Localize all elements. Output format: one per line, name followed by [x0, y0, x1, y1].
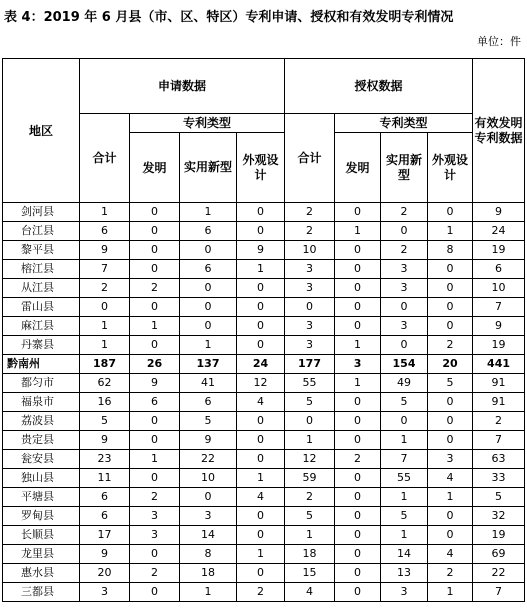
- cell-app-total: 3: [80, 583, 130, 602]
- cell-app-utility: 9: [180, 431, 237, 450]
- region-name: 榕江县: [3, 260, 80, 279]
- cell-app-total: 1: [80, 203, 130, 222]
- cell-grant-design: 0: [428, 260, 473, 279]
- cell-grant-total: 12: [285, 450, 335, 469]
- cell-valid-invention: 69: [473, 545, 525, 564]
- table-row: [3, 507, 525, 526]
- patent-table: [2, 58, 525, 602]
- table-row: [3, 526, 525, 545]
- cell-valid-invention: 9: [473, 317, 525, 336]
- region-name: 雷山县: [3, 298, 80, 317]
- cell-app-total: 187: [80, 355, 130, 374]
- cell-app-design: 24: [237, 355, 285, 374]
- cell-valid-invention: 24: [473, 222, 525, 241]
- cell-app-utility: 137: [180, 355, 237, 374]
- cell-grant-design: 4: [428, 545, 473, 564]
- cell-grant-total: 1: [285, 431, 335, 450]
- region-name: 荔波县: [3, 412, 80, 431]
- region-name: 台江县: [3, 222, 80, 241]
- cell-app-design: 4: [237, 488, 285, 507]
- cell-valid-invention: 19: [473, 241, 525, 260]
- table-row: [3, 260, 525, 279]
- cell-app-design: 0: [237, 222, 285, 241]
- cell-grant-invention: 0: [335, 488, 381, 507]
- cell-app-utility: 6: [180, 393, 237, 412]
- region-name: 福泉市: [3, 393, 80, 412]
- cell-app-utility: 8: [180, 545, 237, 564]
- unit-label: 单位：件: [477, 35, 521, 48]
- cell-grant-design: 20: [428, 355, 473, 374]
- cell-app-design: 0: [237, 317, 285, 336]
- cell-valid-invention: 10: [473, 279, 525, 298]
- cell-grant-design: 0: [428, 526, 473, 545]
- cell-app-utility: 1: [180, 203, 237, 222]
- cell-grant-utility: 13: [381, 564, 428, 583]
- table-row: [3, 469, 525, 488]
- table-row: [3, 241, 525, 260]
- region-name: 瓮安县: [3, 450, 80, 469]
- region-name: 独山县: [3, 469, 80, 488]
- cell-grant-total: 55: [285, 374, 335, 393]
- cell-app-invention: 6: [130, 393, 180, 412]
- cell-grant-utility: 1: [381, 431, 428, 450]
- cell-grant-invention: 0: [335, 203, 381, 222]
- cell-app-invention: 0: [130, 298, 180, 317]
- header-application: 申请数据: [80, 59, 285, 114]
- cell-app-invention: 0: [130, 412, 180, 431]
- cell-app-design: 0: [237, 336, 285, 355]
- cell-grant-design: 0: [428, 412, 473, 431]
- cell-app-design: 12: [237, 374, 285, 393]
- region-name: 黎平县: [3, 241, 80, 260]
- cell-grant-invention: 0: [335, 564, 381, 583]
- cell-valid-invention: 7: [473, 298, 525, 317]
- cell-app-total: 62: [80, 374, 130, 393]
- region-name: 龙里县: [3, 545, 80, 564]
- header-valid-invention: 有效发明专利数据: [473, 59, 525, 203]
- cell-grant-design: 8: [428, 241, 473, 260]
- cell-grant-total: 18: [285, 545, 335, 564]
- cell-grant-design: 1: [428, 583, 473, 602]
- cell-app-total: 16: [80, 393, 130, 412]
- cell-grant-total: 0: [285, 412, 335, 431]
- cell-app-invention: 0: [130, 469, 180, 488]
- header-grant-patent-type: 专利类型: [335, 114, 473, 133]
- cell-app-utility: 6: [180, 222, 237, 241]
- table-row: [3, 279, 525, 298]
- cell-grant-utility: 5: [381, 507, 428, 526]
- cell-grant-total: 2: [285, 222, 335, 241]
- cell-valid-invention: 22: [473, 564, 525, 583]
- table-row: [3, 431, 525, 450]
- header-grant: 授权数据: [285, 59, 473, 114]
- cell-grant-total: 3: [285, 317, 335, 336]
- cell-app-design: 1: [237, 469, 285, 488]
- cell-valid-invention: 91: [473, 374, 525, 393]
- cell-valid-invention: 19: [473, 336, 525, 355]
- cell-app-invention: 1: [130, 317, 180, 336]
- cell-grant-total: 2: [285, 203, 335, 222]
- cell-grant-total: 2: [285, 488, 335, 507]
- cell-valid-invention: 2: [473, 412, 525, 431]
- cell-grant-utility: 3: [381, 317, 428, 336]
- cell-grant-utility: 3: [381, 583, 428, 602]
- cell-valid-invention: 19: [473, 526, 525, 545]
- region-name: 麻江县: [3, 317, 80, 336]
- cell-grant-invention: 1: [335, 374, 381, 393]
- header-app-patent-type: 专利类型: [130, 114, 285, 133]
- cell-grant-total: 3: [285, 336, 335, 355]
- cell-valid-invention: 63: [473, 450, 525, 469]
- region-name: 贵定县: [3, 431, 80, 450]
- table-row: [3, 374, 525, 393]
- table-row: [3, 336, 525, 355]
- cell-app-design: 0: [237, 412, 285, 431]
- region-name: 三都县: [3, 583, 80, 602]
- cell-app-utility: 22: [180, 450, 237, 469]
- cell-app-utility: 1: [180, 583, 237, 602]
- cell-grant-total: 5: [285, 507, 335, 526]
- cell-app-design: 0: [237, 298, 285, 317]
- cell-grant-design: 5: [428, 374, 473, 393]
- table-row: [3, 317, 525, 336]
- cell-grant-design: 0: [428, 431, 473, 450]
- cell-app-design: 0: [237, 507, 285, 526]
- table-title: 表 4：2019 年 6 月县（市、区、特区）专利申请、授权和有效发明专利情况: [4, 10, 454, 25]
- cell-grant-total: 5: [285, 393, 335, 412]
- cell-grant-utility: 0: [381, 412, 428, 431]
- cell-app-invention: 2: [130, 564, 180, 583]
- cell-grant-design: 4: [428, 469, 473, 488]
- cell-app-utility: 18: [180, 564, 237, 583]
- header-app-design: 外观设计: [237, 133, 285, 203]
- cell-app-total: 9: [80, 241, 130, 260]
- cell-grant-invention: 0: [335, 526, 381, 545]
- cell-app-utility: 0: [180, 488, 237, 507]
- cell-grant-total: 4: [285, 583, 335, 602]
- cell-grant-invention: 0: [335, 412, 381, 431]
- cell-grant-invention: 0: [335, 431, 381, 450]
- cell-app-utility: 0: [180, 279, 237, 298]
- cell-valid-invention: 9: [473, 203, 525, 222]
- cell-grant-invention: 0: [335, 298, 381, 317]
- cell-grant-utility: 1: [381, 488, 428, 507]
- cell-grant-invention: 0: [335, 317, 381, 336]
- cell-app-invention: 2: [130, 279, 180, 298]
- header-app-invention: 发明: [130, 133, 180, 203]
- cell-grant-design: 0: [428, 279, 473, 298]
- cell-grant-invention: 0: [335, 469, 381, 488]
- cell-app-invention: 0: [130, 241, 180, 260]
- cell-app-design: 2: [237, 583, 285, 602]
- cell-grant-invention: 2: [335, 450, 381, 469]
- cell-grant-invention: 1: [335, 222, 381, 241]
- cell-grant-design: 0: [428, 507, 473, 526]
- header-grant-utility: 实用新型: [381, 133, 428, 203]
- cell-grant-utility: 3: [381, 279, 428, 298]
- cell-grant-total: 3: [285, 279, 335, 298]
- cell-grant-invention: 0: [335, 507, 381, 526]
- table-row: [3, 450, 525, 469]
- cell-grant-total: 3: [285, 260, 335, 279]
- cell-app-design: 0: [237, 450, 285, 469]
- cell-app-utility: 14: [180, 526, 237, 545]
- cell-grant-invention: 0: [335, 393, 381, 412]
- cell-app-total: 6: [80, 222, 130, 241]
- cell-grant-utility: 1: [381, 526, 428, 545]
- region-name: 从江县: [3, 279, 80, 298]
- cell-valid-invention: 32: [473, 507, 525, 526]
- cell-grant-invention: 0: [335, 241, 381, 260]
- cell-app-total: 23: [80, 450, 130, 469]
- cell-grant-invention: 0: [335, 583, 381, 602]
- header-app-utility: 实用新型: [180, 133, 237, 203]
- cell-app-total: 5: [80, 412, 130, 431]
- cell-app-invention: 26: [130, 355, 180, 374]
- cell-app-design: 4: [237, 393, 285, 412]
- cell-app-total: 0: [80, 298, 130, 317]
- cell-app-invention: 0: [130, 583, 180, 602]
- cell-app-utility: 41: [180, 374, 237, 393]
- cell-app-invention: 2: [130, 488, 180, 507]
- table-row: [3, 298, 525, 317]
- cell-app-utility: 0: [180, 298, 237, 317]
- cell-app-design: 9: [237, 241, 285, 260]
- header-grant-total: 合计: [285, 114, 335, 203]
- cell-app-design: 1: [237, 260, 285, 279]
- cell-grant-total: 15: [285, 564, 335, 583]
- cell-grant-invention: 0: [335, 260, 381, 279]
- cell-app-utility: 1: [180, 336, 237, 355]
- region-name: 剑河县: [3, 203, 80, 222]
- cell-grant-design: 1: [428, 222, 473, 241]
- cell-valid-invention: 5: [473, 488, 525, 507]
- region-name: 平塘县: [3, 488, 80, 507]
- cell-grant-utility: 0: [381, 222, 428, 241]
- table-row: [3, 412, 525, 431]
- table-row: [3, 222, 525, 241]
- cell-grant-design: 2: [428, 564, 473, 583]
- cell-grant-design: 0: [428, 317, 473, 336]
- cell-grant-design: 2: [428, 336, 473, 355]
- cell-app-design: 0: [237, 431, 285, 450]
- header-grant-design: 外观设计: [428, 133, 473, 203]
- cell-grant-invention: 0: [335, 279, 381, 298]
- cell-valid-invention: 7: [473, 583, 525, 602]
- cell-grant-total: 59: [285, 469, 335, 488]
- cell-grant-utility: 2: [381, 241, 428, 260]
- cell-grant-utility: 0: [381, 298, 428, 317]
- cell-app-utility: 3: [180, 507, 237, 526]
- cell-app-invention: 0: [130, 222, 180, 241]
- cell-app-total: 17: [80, 526, 130, 545]
- cell-grant-utility: 55: [381, 469, 428, 488]
- header-grant-invention: 发明: [335, 133, 381, 203]
- cell-app-invention: 0: [130, 203, 180, 222]
- cell-grant-utility: 5: [381, 393, 428, 412]
- cell-app-total: 2: [80, 279, 130, 298]
- cell-grant-design: 3: [428, 450, 473, 469]
- cell-app-utility: 6: [180, 260, 237, 279]
- cell-app-total: 11: [80, 469, 130, 488]
- cell-grant-utility: 3: [381, 260, 428, 279]
- table-row: [3, 393, 525, 412]
- cell-app-design: 0: [237, 526, 285, 545]
- cell-app-total: 6: [80, 488, 130, 507]
- cell-app-utility: 0: [180, 241, 237, 260]
- region-name: 惠水县: [3, 564, 80, 583]
- cell-app-utility: 5: [180, 412, 237, 431]
- cell-grant-utility: 2: [381, 203, 428, 222]
- cell-app-total: 1: [80, 336, 130, 355]
- region-name: 黔南州: [3, 355, 80, 374]
- cell-app-design: 0: [237, 564, 285, 583]
- table-row: [3, 203, 525, 222]
- cell-app-invention: 1: [130, 450, 180, 469]
- cell-app-design: 0: [237, 279, 285, 298]
- cell-valid-invention: 441: [473, 355, 525, 374]
- region-name: 罗甸县: [3, 507, 80, 526]
- cell-grant-design: 1: [428, 488, 473, 507]
- cell-grant-utility: 49: [381, 374, 428, 393]
- cell-valid-invention: 7: [473, 431, 525, 450]
- cell-app-utility: 10: [180, 469, 237, 488]
- table-row: [3, 355, 525, 374]
- cell-grant-design: 0: [428, 298, 473, 317]
- cell-app-invention: 0: [130, 431, 180, 450]
- cell-app-design: 0: [237, 203, 285, 222]
- cell-grant-total: 10: [285, 241, 335, 260]
- table-row: [3, 564, 525, 583]
- cell-app-invention: 9: [130, 374, 180, 393]
- cell-grant-invention: 0: [335, 545, 381, 564]
- region-name: 长顺县: [3, 526, 80, 545]
- cell-app-invention: 3: [130, 507, 180, 526]
- cell-valid-invention: 33: [473, 469, 525, 488]
- cell-app-total: 9: [80, 431, 130, 450]
- cell-app-invention: 0: [130, 336, 180, 355]
- cell-app-invention: 0: [130, 260, 180, 279]
- cell-app-invention: 0: [130, 545, 180, 564]
- cell-app-total: 9: [80, 545, 130, 564]
- cell-grant-utility: 7: [381, 450, 428, 469]
- cell-app-design: 1: [237, 545, 285, 564]
- header-region: 地区: [3, 59, 80, 203]
- cell-grant-total: 177: [285, 355, 335, 374]
- cell-app-total: 1: [80, 317, 130, 336]
- cell-grant-invention: 1: [335, 336, 381, 355]
- cell-grant-total: 0: [285, 298, 335, 317]
- cell-grant-invention: 3: [335, 355, 381, 374]
- cell-grant-utility: 14: [381, 545, 428, 564]
- cell-app-total: 20: [80, 564, 130, 583]
- cell-valid-invention: 6: [473, 260, 525, 279]
- header-app-total: 合计: [80, 114, 130, 203]
- region-name: 都匀市: [3, 374, 80, 393]
- cell-grant-design: 0: [428, 393, 473, 412]
- table-row: [3, 488, 525, 507]
- cell-grant-utility: 154: [381, 355, 428, 374]
- table-row: [3, 545, 525, 564]
- cell-app-invention: 3: [130, 526, 180, 545]
- cell-app-total: 6: [80, 507, 130, 526]
- cell-grant-design: 0: [428, 203, 473, 222]
- table-row: [3, 583, 525, 602]
- cell-grant-utility: 0: [381, 336, 428, 355]
- region-name: 丹寨县: [3, 336, 80, 355]
- cell-app-total: 7: [80, 260, 130, 279]
- cell-app-utility: 0: [180, 317, 237, 336]
- cell-valid-invention: 91: [473, 393, 525, 412]
- cell-grant-total: 1: [285, 526, 335, 545]
